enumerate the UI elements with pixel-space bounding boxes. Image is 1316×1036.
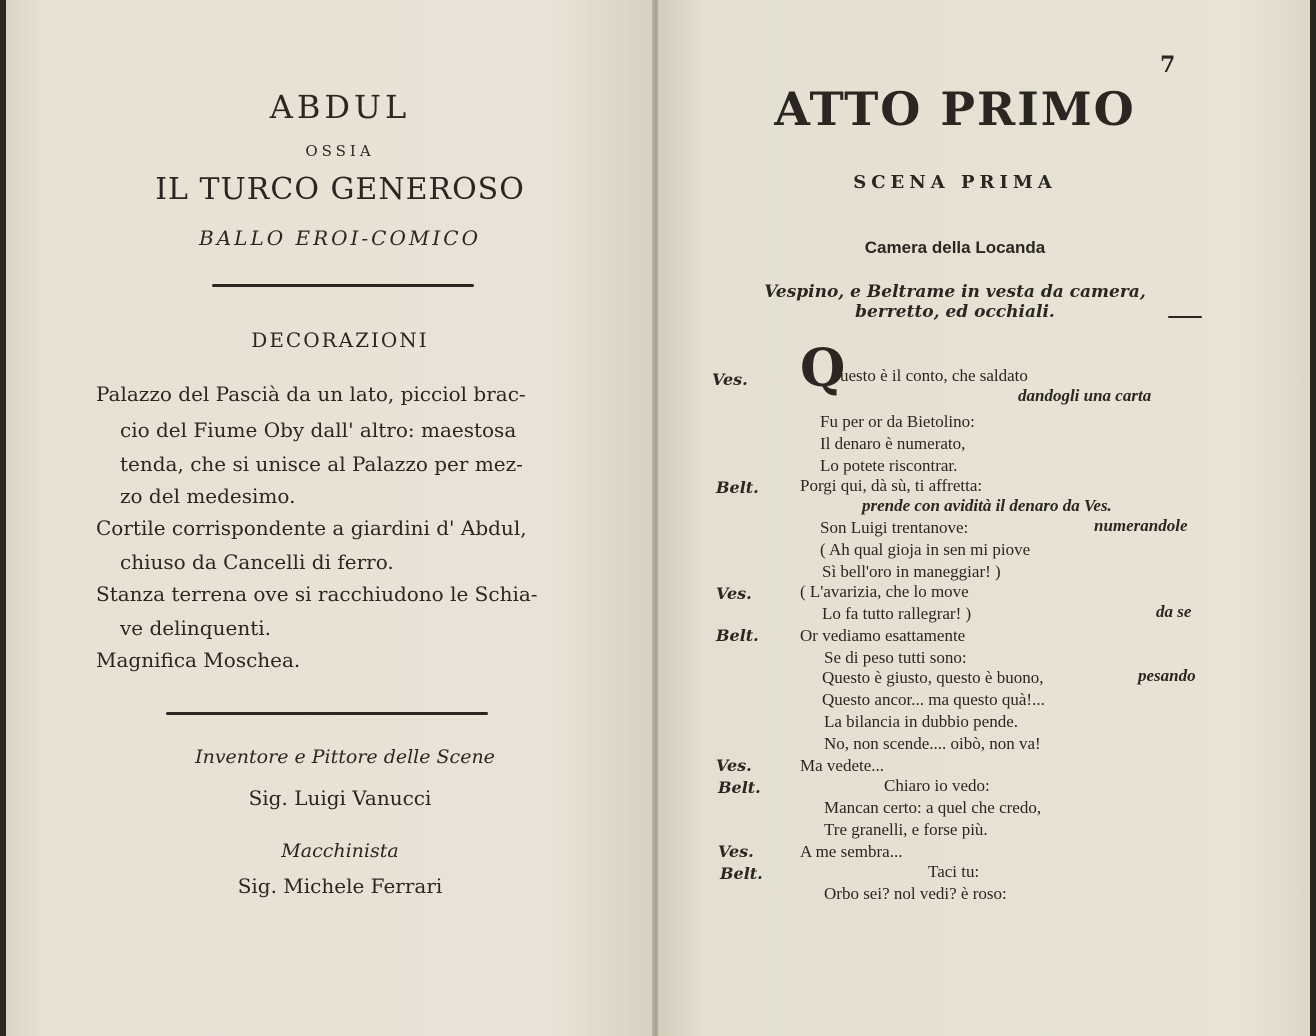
credit-role-scenery: Inventore e Pittore delle Scene: [195, 746, 495, 768]
verse-line: Questo è giusto, questo è buono,: [822, 668, 1044, 687]
verse-line: uesto è il conto, che saldato: [840, 366, 1028, 385]
verse-line: Mancan certo: a quel che credo,: [824, 798, 1042, 817]
decorazioni-line: chiuso da Cancelli di ferro.: [120, 550, 394, 574]
speaker-label: Ves.: [718, 842, 754, 861]
verse-line: A me sembra...: [800, 842, 903, 861]
verse-line: La bilancia in dubbio pende.: [824, 712, 1019, 731]
verse-line: Questo ancor... ma questo quà!...: [822, 690, 1045, 709]
verse-line: Se di peso tutti sono:: [824, 648, 967, 667]
stage-direction: pesando: [1138, 666, 1196, 685]
stage-direction: numerandole: [1094, 516, 1188, 535]
speaker-label: Belt.: [718, 778, 761, 797]
act-title: ATTO PRIMO: [774, 82, 1136, 136]
characters-line: Vespino, e Beltrame in vesta da camera,: [764, 282, 1146, 302]
ballet-subtitle: IL TURCO GENEROSO: [155, 172, 525, 207]
scene-setting: Camera della Locanda: [864, 238, 1046, 257]
page-number: 7: [1160, 52, 1176, 78]
decorazioni-heading: DECORAZIONI: [251, 328, 429, 352]
verse-line: Taci tu:: [928, 862, 980, 881]
speaker-label: Belt.: [716, 478, 759, 497]
decorazioni-line: zo del medesimo.: [120, 484, 296, 508]
stage-direction: dandogli una carta: [1018, 386, 1152, 405]
credit-name-scenery: Sig. Luigi Vanucci: [248, 786, 432, 810]
stage-direction: prende con avidità il denaro da Ves.: [862, 496, 1112, 515]
margin-mark: [1168, 316, 1202, 318]
speaker-label: Ves.: [716, 584, 752, 603]
verse-line: Lo fa tutto rallegrar! ): [822, 604, 972, 623]
verse-line: Chiaro io vedo:: [884, 776, 990, 795]
decorazioni-line: cio del Fiume Oby dall' altro: maestosa: [120, 418, 517, 442]
ossia-label: OSSIA: [305, 142, 375, 160]
decorazioni-line: ve delinquenti.: [120, 616, 271, 640]
verse-line: ( Ah qual gioja in sen mi piove: [820, 540, 1031, 559]
credit-role-machinist: Macchinista: [281, 840, 399, 862]
decorazioni-line: tenda, che si unisce al Palazzo per mez-: [120, 452, 523, 476]
verse-line: Sì bell'oro in maneggiar! ): [822, 562, 1001, 581]
decorazioni-line: Cortile corrispondente a giardini d' Abdul,: [96, 516, 527, 540]
verse-line: Fu per or da Bietolino:: [820, 412, 975, 431]
verse-line: Tre granelli, e forse più.: [824, 820, 988, 839]
verse-line: No, non scende.... oibò, non va!: [824, 734, 1041, 753]
characters-line: berretto, ed occhiali.: [855, 302, 1055, 322]
ballet-title: ABDUL: [269, 88, 411, 126]
verse-line: Porgi qui, dà sù, ti affretta:: [800, 476, 983, 495]
verse-line: Lo potete riscontrar.: [820, 456, 958, 475]
scene-title: SCENA PRIMA: [853, 172, 1057, 193]
verse-line: Il denaro è numerato,: [820, 434, 966, 453]
ornament-rule-bottom: [166, 712, 488, 715]
verse-line: ( L'avarizia, che lo move: [800, 582, 969, 601]
decorazioni-line: Palazzo del Pascià da un lato, picciol brac-: [96, 382, 526, 406]
speaker-label: Ves.: [716, 756, 752, 775]
ballet-genre: BALLO EROI-COMICO: [199, 226, 481, 250]
ornament-rule-top: [212, 284, 474, 287]
drop-cap: Q: [800, 338, 846, 399]
credit-name-machinist: Sig. Michele Ferrari: [237, 874, 443, 898]
speaker-label: Belt.: [716, 626, 759, 645]
verse-line: Or vediamo esattamente: [800, 626, 966, 645]
verse-line: Son Luigi trentanove:: [820, 518, 969, 537]
decorazioni-line: Stanza terrena ove si racchiudono le Schia-: [96, 582, 538, 606]
stage-direction: da se: [1156, 602, 1192, 621]
speaker-label: Ves.: [712, 370, 748, 389]
decorazioni-line: Magnifica Moschea.: [96, 648, 301, 672]
speaker-label: Belt.: [720, 864, 763, 883]
verse-line: Orbo sei? nol vedi? è roso:: [824, 884, 1007, 903]
verse-line: Ma vedete...: [800, 756, 885, 775]
